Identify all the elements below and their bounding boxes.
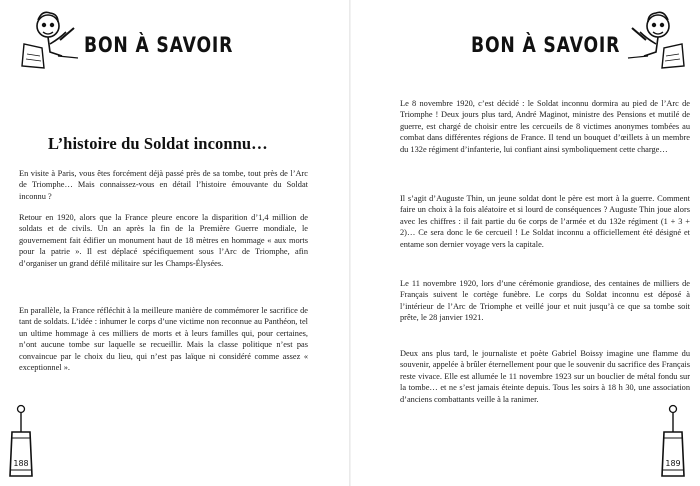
paragraph: Deux ans plus tard, le journaliste et poète Gabriel Boissy imagine une flamme du souvenir, appelée à brûler éternellement pour que le souvenir du sacrifice des Français reste vivace. Elle est allumée le 11 novembre 1923 sur un bouclier de métal fondu sur la tombe… et ne s’est jamais éteinte depuis. Tous les soirs à 18 h 30, une association d’anciens combattants veille à la ranimer. (400, 349, 690, 404)
paragraph: En visite à Paris, vous êtes forcément déjà passé près de sa tombe, tout près de l’Arc de Triomphe… Mais connaissez-vous en détail l’histoire émouvante du Soldat inconnu ? (19, 169, 308, 201)
page-number: 189 (665, 459, 681, 468)
paragraph: Le 8 novembre 1920, c’est décidé : le Soldat inconnu dormira au pied de l’Arc de Triomphe ! Deux jours plus tard, André Maginot, ministre des Pensions et mutilé de guerre, est chargé de choisir entre les cercueils de 8 victimes anonymes tombées au combat dans différentes régions de France. Il tend un bouquet d’œillets à un membre du 132e régiment d’infanterie, lui confiant ainsi symboliquement cette charge… (400, 99, 690, 154)
thinking-man-icon (622, 8, 692, 70)
section-header: BON À SAVOIR (84, 33, 234, 57)
article-title: L’histoire du Soldat inconnu… (48, 134, 268, 153)
paragraph: Retour en 1920, alors que la France pleure encore la disparition d’1,4 million de soldats et de civils. Un an après la fin de la Première Guerre mondiale, le gouvernement fait édifier un monument haut de 18 mètres en hommage « aux morts pour la patrie ». Il est déplacé spécifiquement sous l’Arc de Triomphe, afin d’organiser un grand défilé militaire sur les Champs-Élysées. (19, 213, 308, 268)
section-header: BON À SAVOIR (471, 33, 621, 57)
page-number: 188 (13, 459, 29, 468)
paragraph: Il s’agit d’Auguste Thin, un jeune soldat dont le père est mort à la guerre. Comment faire un choix à la fois aléatoire et si lourd de conséquences ? Auguste Thin joue alors avec les chiffres : il fait partie du 6e corps de l’armée et du 132e régiment (1 + 3 + 2)… Ce sera donc le 6e cercueil ! Le Soldat inconnu a officiellement été désigné et entame son dernier voyage vers la capitale. (400, 194, 690, 249)
paragraph: En parallèle, la France réfléchit à la meilleure manière de commémorer le sacrifice de tant de soldats. L’idée : inhumer le corps d’une victime non reconnue au Panthéon, tel un ultime hommage à ces milliers de morts et à leurs familles qui, pour certaines, n’ont aucune tombe sur laquelle se recueillir. Mais la classe politique n’est pas convaincue par le choix du lieu, qui n’est pas laïque ni considéré comme assez « exceptionnel ». (19, 306, 308, 373)
paragraph: Le 11 novembre 1920, lors d’une cérémonie grandiose, des centaines de milliers de Français suivent le cortège funèbre. Le corps du Soldat inconnu est déposé à l’intérieur de l’Arc de Triomphe et veillé jour et nuit jusqu’à ce que sa tombe soit prête, le 28 janvier 1921. (400, 279, 690, 323)
